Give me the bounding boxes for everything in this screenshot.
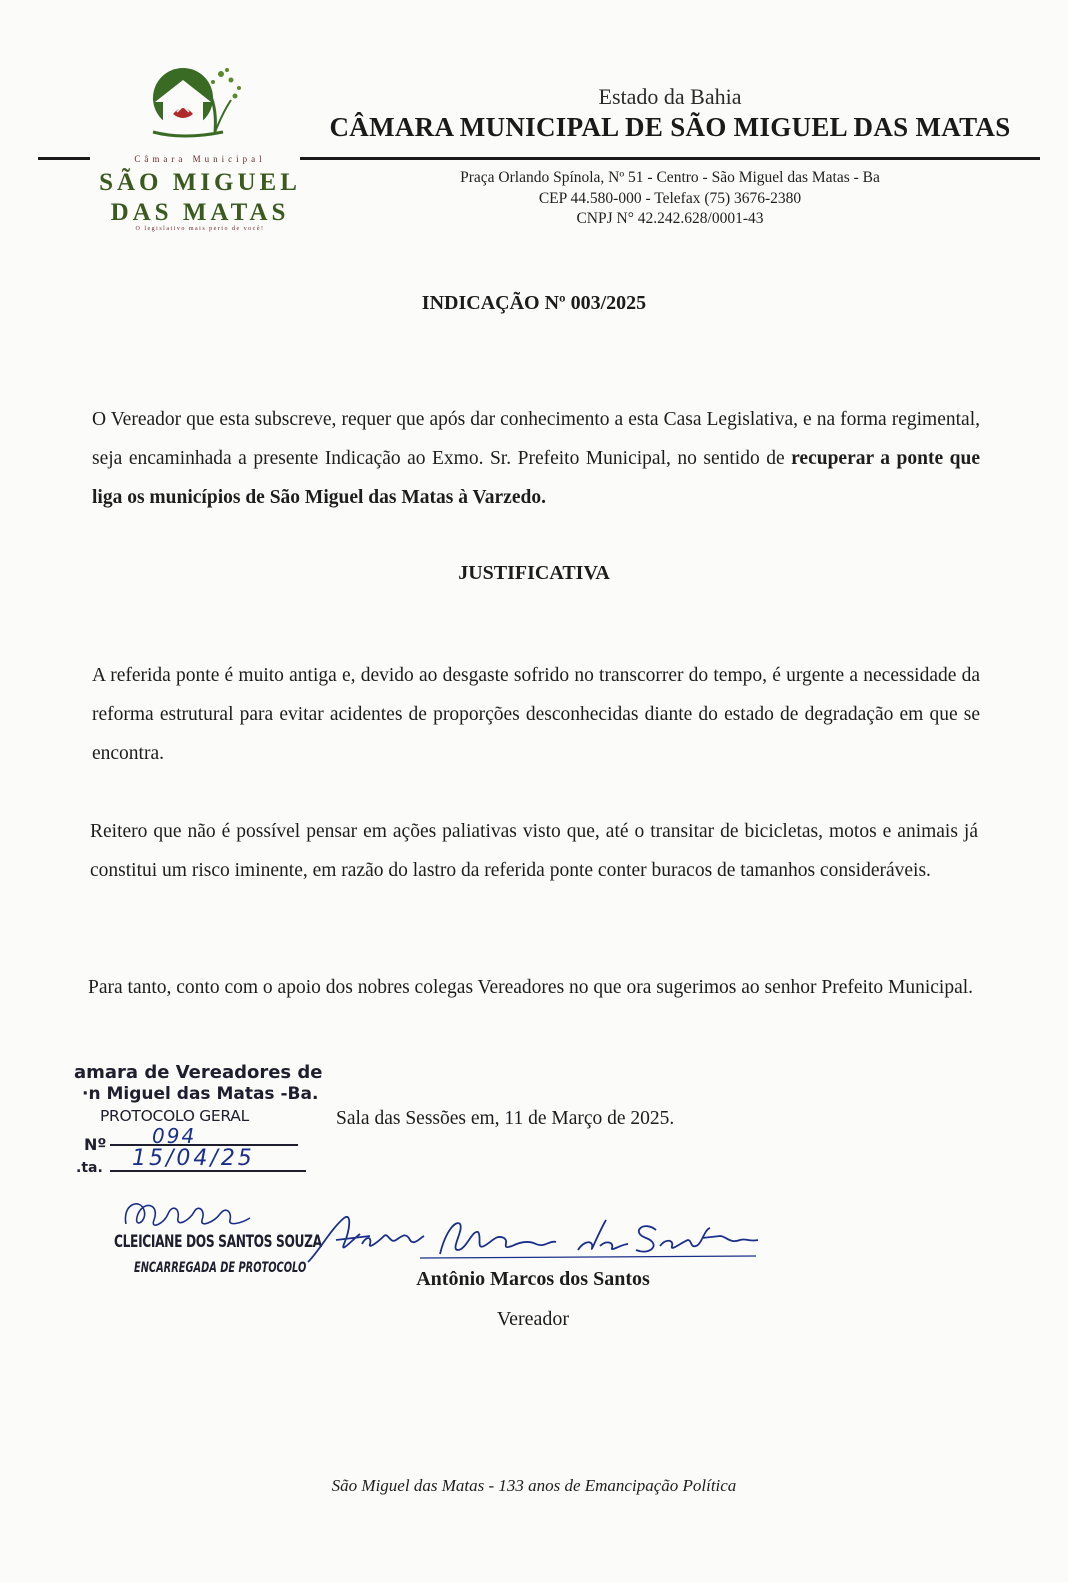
address-cep-phone: CEP 44.580-000 - Telefax (75) 3676-2380 bbox=[538, 189, 802, 207]
justification-paragraph-2: Reitero que não é possível pensar em ações paliativas visto que, até o transitar de bicicletas, motos e animais já constitui um risco iminente, em razão do lastro da referida ponte conter buracos de tamanhos consideráveis. bbox=[90, 821, 978, 881]
house-tree-icon bbox=[143, 62, 253, 142]
intro-text: O Vereador que esta subscreve, requer que após dar conhecimento a esta Casa Legislativa, e na forma regimental, seja encaminhada a presente Indicação ao Exmo. Sr. Prefeito Municipal, no sentido de bbox=[92, 409, 980, 469]
stamp-date-label: .ta. bbox=[76, 1160, 103, 1176]
stamp-number-value: 094 bbox=[152, 1124, 197, 1148]
justification-title: JUSTIFICATIVA bbox=[458, 562, 610, 584]
stamp-number-label: Nº bbox=[84, 1135, 107, 1154]
stamp-line2: ·n Miguel das Matas -Ba. bbox=[82, 1084, 319, 1104]
logo-name bbox=[95, 168, 305, 228]
stamp-line1: amara de Vereadores de bbox=[74, 1062, 323, 1083]
header-rule-left bbox=[38, 157, 90, 160]
councilor-signature bbox=[300, 1210, 760, 1272]
state-name: Estado da Bahia bbox=[598, 84, 742, 109]
intro-bold-text: recuperar a ponte que liga os municípios de São Miguel das Matas à Varzedo. bbox=[92, 448, 980, 508]
chamber-name: CÂMARA MUNICIPAL DE SÃO MIGUEL DAS MATAS bbox=[329, 112, 1011, 142]
intro-paragraph bbox=[92, 400, 980, 517]
header-rule-right bbox=[300, 157, 1040, 160]
stamp-officer-name: CLEICIANE DOS SANTOS SOUZA bbox=[114, 1232, 322, 1252]
footer-text: São Miguel das Matas - 133 anos de Emancipação Política bbox=[331, 1476, 737, 1495]
stamp-date-value: 15/04/25 bbox=[132, 1146, 255, 1171]
stamp-protocol-label: PROTOCOLO GERAL bbox=[100, 1107, 249, 1125]
signer-role: Vereador bbox=[496, 1308, 570, 1330]
logo-top-text: Câmara Municipal bbox=[134, 154, 266, 164]
chamber-logo bbox=[95, 62, 305, 242]
stamp-officer-role: ENCARREGADA DE PROTOCOLO bbox=[134, 1260, 307, 1276]
logo-name-line2: DAS MATAS bbox=[110, 199, 290, 226]
document-title: INDICAÇÃO Nº 003/2025 bbox=[421, 292, 647, 314]
logo-name-line1: SÃO MIGUEL bbox=[99, 169, 301, 196]
session-date: Sala das Sessões em, 11 de Março de 2025. bbox=[336, 1108, 675, 1129]
signer-name: Antônio Marcos dos Santos bbox=[416, 1268, 650, 1290]
address-block bbox=[400, 168, 940, 230]
address-cnpj: CNPJ N° 42.242.628/0001-43 bbox=[576, 210, 764, 227]
justification-paragraph-1: A referida ponte é muito antiga e, devido ao desgaste sofrido no transcorrer do tempo, é urgente a necessidade da reforma estrutural para evitar acidentes de proporções desconhecidas diante do estado de degradação em que se encontra. bbox=[92, 665, 980, 764]
address-line: Praça Orlando Spínola, Nº 51 - Centro - São Miguel das Matas - Ba bbox=[460, 169, 880, 186]
logo-slogan: O legislativo mais perto de você! bbox=[135, 226, 265, 232]
closing-paragraph: Para tanto, conto com o apoio dos nobres colegas Vereadores no que ora sugerimos ao senhor Prefeito Municipal. bbox=[88, 977, 974, 998]
